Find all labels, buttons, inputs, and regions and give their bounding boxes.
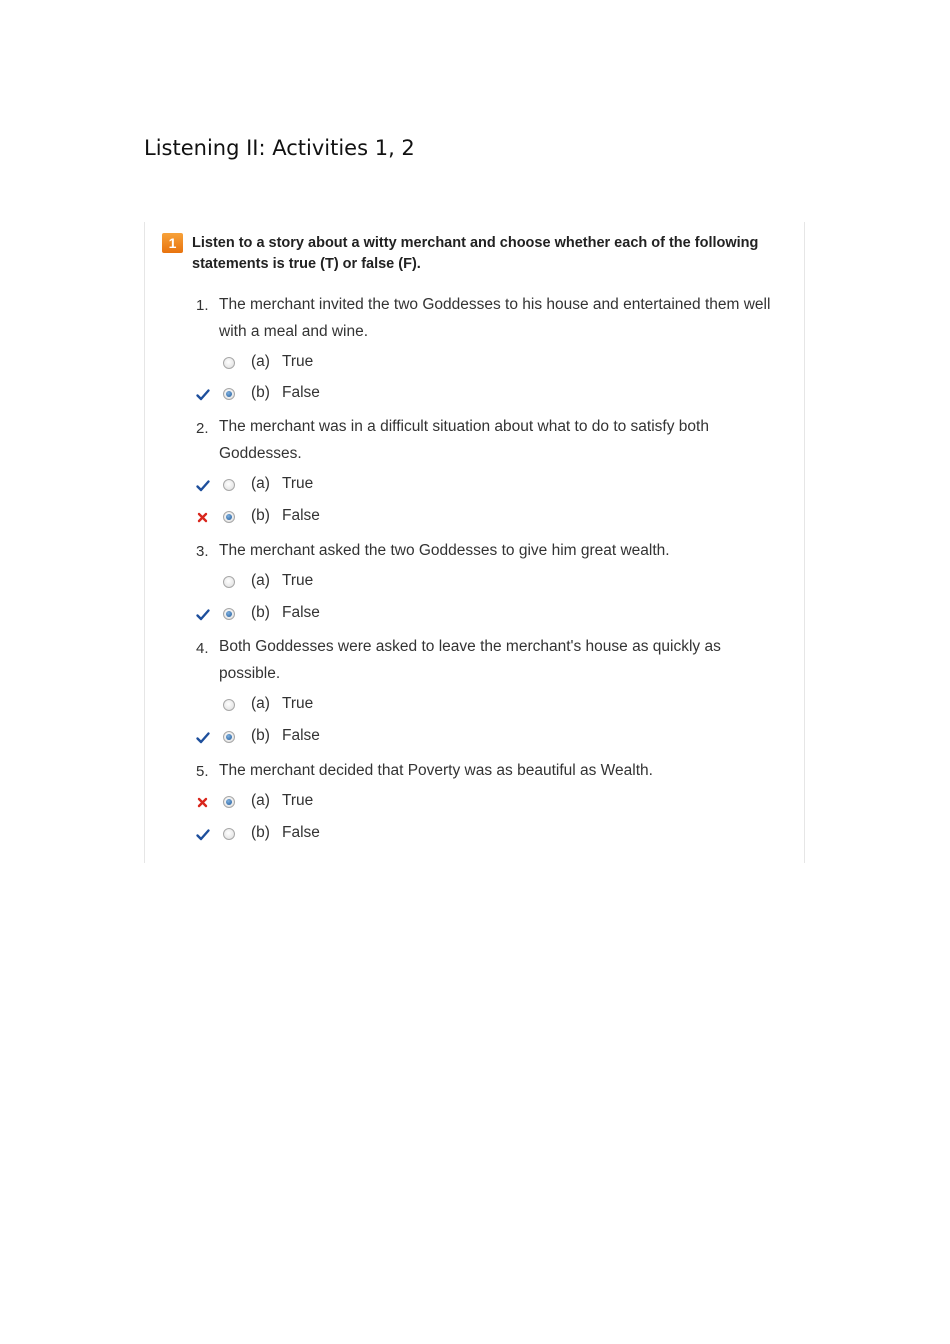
option-text: False: [282, 824, 320, 841]
option-row[interactable]: [191, 353, 491, 377]
question-number: 1.: [196, 297, 209, 314]
question-text: Both Goddesses were asked to leave the merchant's house as quickly as possible.: [219, 638, 721, 682]
option-text: True: [282, 572, 314, 589]
option-text: True: [282, 792, 314, 809]
radio-button[interactable]: [223, 388, 235, 400]
radio-button[interactable]: [223, 731, 235, 743]
option-text: True: [282, 695, 314, 712]
option-letter: (b): [251, 604, 270, 621]
radio-button[interactable]: [223, 511, 235, 523]
option-row[interactable]: [191, 824, 491, 848]
option-letter: (a): [251, 572, 270, 589]
question-number: 4.: [196, 640, 209, 657]
instruction-text: Listen to a story about a witty merchant and choose whether each of the following statements is true (T) or false (F).: [192, 235, 759, 272]
question-number: 3.: [196, 543, 209, 560]
no-mark: [195, 356, 211, 372]
option-letter: (a): [251, 353, 270, 370]
no-mark: [195, 698, 211, 714]
option-row[interactable]: [191, 695, 491, 719]
option-letter: (b): [251, 727, 270, 744]
no-mark: [195, 575, 211, 591]
question-text: The merchant decided that Poverty was as beautiful as Wealth.: [219, 762, 653, 779]
check-icon: [195, 730, 211, 746]
option-text: True: [282, 475, 314, 492]
cross-icon: [195, 795, 211, 811]
option-letter: (a): [251, 792, 270, 809]
option-row[interactable]: [191, 507, 491, 531]
option-row[interactable]: [191, 604, 491, 628]
option-letter: (b): [251, 824, 270, 841]
radio-button[interactable]: [223, 828, 235, 840]
option-text: True: [282, 353, 314, 370]
check-icon: [195, 478, 211, 494]
option-letter: (a): [251, 695, 270, 712]
activity-panel: [144, 222, 805, 863]
activity-number-badge: 1: [162, 233, 183, 253]
option-row[interactable]: [191, 384, 491, 408]
radio-button[interactable]: [223, 699, 235, 711]
document-heading: Listening II: Activities 1, 2: [144, 136, 415, 160]
option-letter: (b): [251, 384, 270, 401]
question-number: 2.: [196, 420, 209, 437]
question-text: The merchant asked the two Goddesses to give him great wealth.: [219, 542, 670, 559]
option-letter: (b): [251, 507, 270, 524]
option-text: False: [282, 604, 320, 621]
option-text: False: [282, 727, 320, 744]
option-text: False: [282, 384, 320, 401]
option-row[interactable]: [191, 727, 491, 751]
check-icon: [195, 827, 211, 843]
check-icon: [195, 387, 211, 403]
radio-button[interactable]: [223, 479, 235, 491]
cross-icon: [195, 510, 211, 526]
radio-button[interactable]: [223, 576, 235, 588]
radio-button[interactable]: [223, 357, 235, 369]
option-letter: (a): [251, 475, 270, 492]
question-number: 5.: [196, 763, 209, 780]
question-text: The merchant invited the two Goddesses to his house and entertained them well with a meal and wine.: [219, 296, 771, 340]
radio-button[interactable]: [223, 796, 235, 808]
option-row[interactable]: [191, 572, 491, 596]
option-row[interactable]: [191, 792, 491, 816]
option-text: False: [282, 507, 320, 524]
check-icon: [195, 607, 211, 623]
question-text: The merchant was in a difficult situation about what to do to satisfy both Goddesses.: [219, 418, 709, 462]
radio-button[interactable]: [223, 608, 235, 620]
option-row[interactable]: [191, 475, 491, 499]
